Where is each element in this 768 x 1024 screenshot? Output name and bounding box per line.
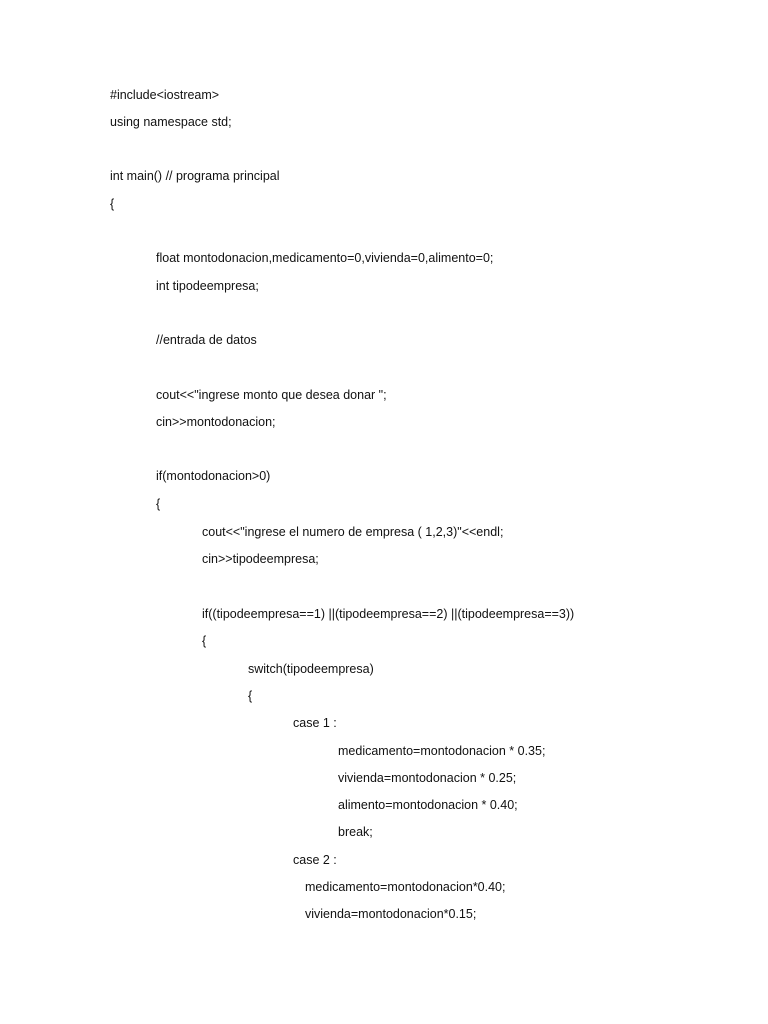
code-line: { [202,634,207,648]
code-line: { [110,197,115,211]
code-line: vivienda=montodonacion * 0.25; [338,771,517,785]
code-line: cin>>tipodeempresa; [202,552,319,566]
code-line: case 2 : [293,853,337,867]
code-line: alimento=montodonacion * 0.40; [338,798,518,812]
code-line: break; [338,825,373,839]
code-line: if((tipodeempresa==1) ||(tipodeempresa==2) ||(tipodeempresa==3)) [202,607,575,621]
code-line: int tipodeempresa; [156,279,259,293]
code-line: #include<iostream> [110,88,220,102]
code-line: vivienda=montodonacion*0.15; [305,907,477,921]
code-line: case 1 : [293,716,337,730]
code-line: medicamento=montodonacion * 0.35; [338,744,546,758]
code-line: cin>>montodonacion; [156,415,276,429]
code-comment: //entrada de datos [156,333,257,347]
code-line: switch(tipodeempresa) [248,662,374,676]
code-line: int main() // programa principal [110,169,280,183]
code-line: { [248,689,253,703]
code-line: if(montodonacion>0) [156,469,271,483]
code-line: { [156,497,161,511]
code-line: using namespace std; [110,115,232,129]
code-line: medicamento=montodonacion*0.40; [305,880,506,894]
code-line: cout<<"ingrese monto que desea donar "; [156,388,387,402]
code-line: float montodonacion,medicamento=0,vivienda=0,alimento=0; [156,251,494,265]
code-line: cout<<"ingrese el numero de empresa ( 1,2,3)"<<endl; [202,525,504,539]
